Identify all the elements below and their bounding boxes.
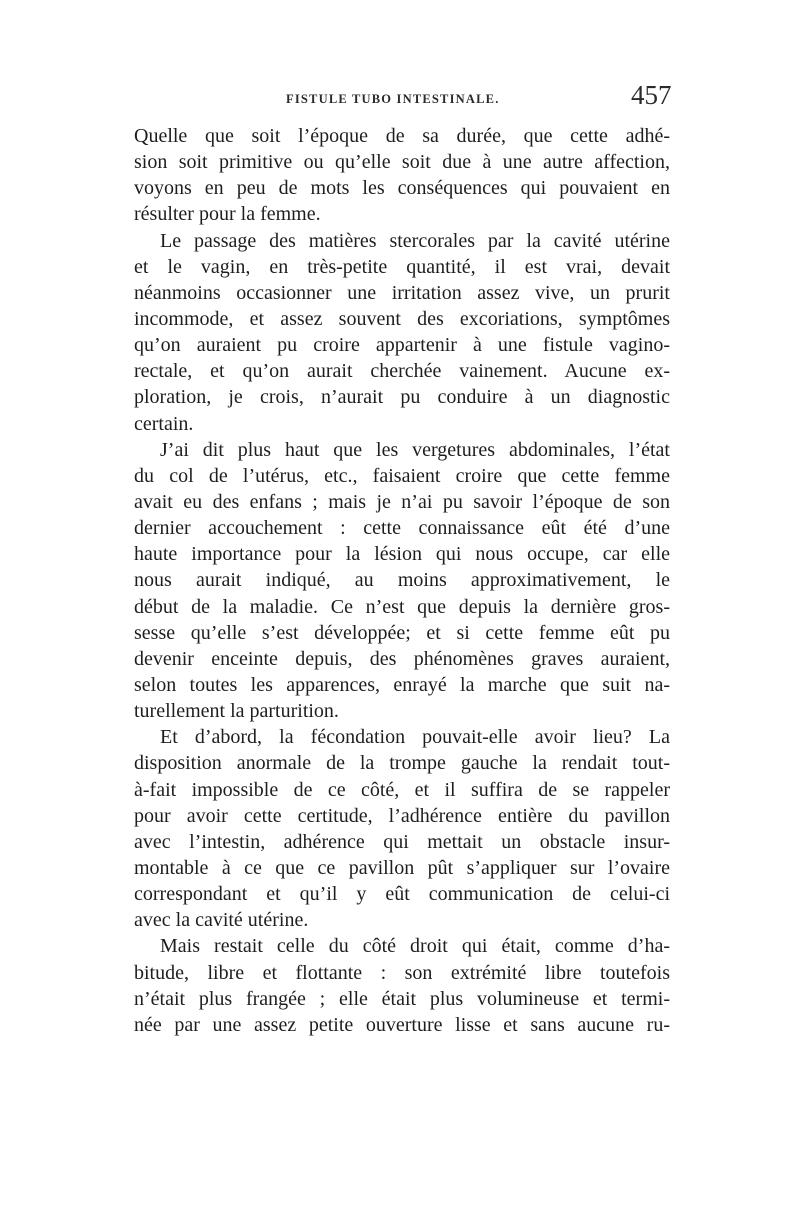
text-line: début de la maladie. Ce n’est que depuis la dernière gros-	[134, 595, 670, 618]
body-text	[134, 123, 670, 1038]
text-line: selon toutes les apparences, enrayé la marche que suit na-	[134, 673, 670, 696]
text-line: résulter pour la femme.	[134, 203, 321, 226]
page-number: 457	[631, 80, 672, 110]
text-line: du col de l’utérus, etc., faisaient croire que cette femme	[134, 464, 670, 487]
text-line: ploration, je crois, n’aurait pu conduire à un diagnostic	[134, 386, 670, 409]
text-line: voyons en peu de mots les conséquences qui pouvaient en	[134, 177, 670, 200]
text-line: Et d’abord, la fécondation pouvait-elle avoir lieu? La	[160, 726, 670, 749]
text-line: Le passage des matières stercorales par la cavité utérine	[160, 229, 670, 252]
text-line: turellement la parturition.	[134, 700, 339, 723]
text-line: et le vagin, en très-petite quantité, il est vrai, devait	[134, 255, 670, 278]
text-line: Quelle que soit l’époque de sa durée, que cette adhé-	[134, 125, 670, 147]
text-line: montable à ce que ce pavillon pût s’appliquer sur l’ovaire	[134, 856, 670, 879]
text-line: n’était plus frangée ; elle était plus volumineuse et termi-	[134, 987, 670, 1010]
text-line: incommode, et assez souvent des excoriations, symptômes	[134, 307, 670, 330]
text-line: à-fait impossible de ce côté, et il suffira de se rappeler	[134, 778, 670, 801]
text-line: nous aurait indiqué, au moins approximativement, le	[134, 569, 670, 592]
text-line: J’ai dit plus haut que les vergetures abdominales, l’état	[160, 438, 670, 461]
text-line: Mais restait celle du côté droit qui était, comme d’ha-	[160, 935, 670, 958]
text-line: rectale, et qu’on aurait cherchée vainement. Aucune ex-	[134, 360, 670, 383]
text-line: pour avoir cette certitude, l’adhérence entière du pavillon	[134, 804, 670, 827]
text-line: disposition anormale de la trompe gauche la rendait tout-	[134, 752, 670, 775]
text-line: sesse qu’elle s’est développée; et si cette femme eût pu	[134, 621, 670, 644]
text-line: bitude, libre et flottante : son extrémité libre toutefois	[134, 961, 670, 984]
text-line: avec la cavité utérine.	[134, 909, 309, 932]
text-line: née par une assez petite ouverture lisse et sans aucune ru-	[134, 1013, 670, 1036]
text-line: qu’on auraient pu croire appartenir à une fistule vagino-	[134, 334, 670, 357]
running-head: FISTULE TUBO INTESTINALE.	[286, 92, 500, 106]
text-line: sion soit primitive ou qu’elle soit due à une autre affection,	[134, 151, 670, 174]
text-line: dernier accouchement : cette connaissance eût été d’une	[134, 517, 670, 540]
text-line: devenir enceinte depuis, des phénomènes graves auraient,	[134, 647, 670, 670]
text-line: avait eu des enfans ; mais je n’ai pu savoir l’époque de son	[134, 490, 670, 513]
text-line: avec l’intestin, adhérence qui mettait un obstacle insur-	[134, 830, 670, 853]
text-line: néanmoins occasionner une irritation assez vive, un prurit	[134, 281, 670, 304]
text-line: certain.	[134, 412, 194, 435]
text-line: correspondant et qu’il y eût communication de celui-ci	[134, 883, 670, 906]
text-line: haute importance pour la lésion qui nous occupe, car elle	[134, 543, 670, 566]
